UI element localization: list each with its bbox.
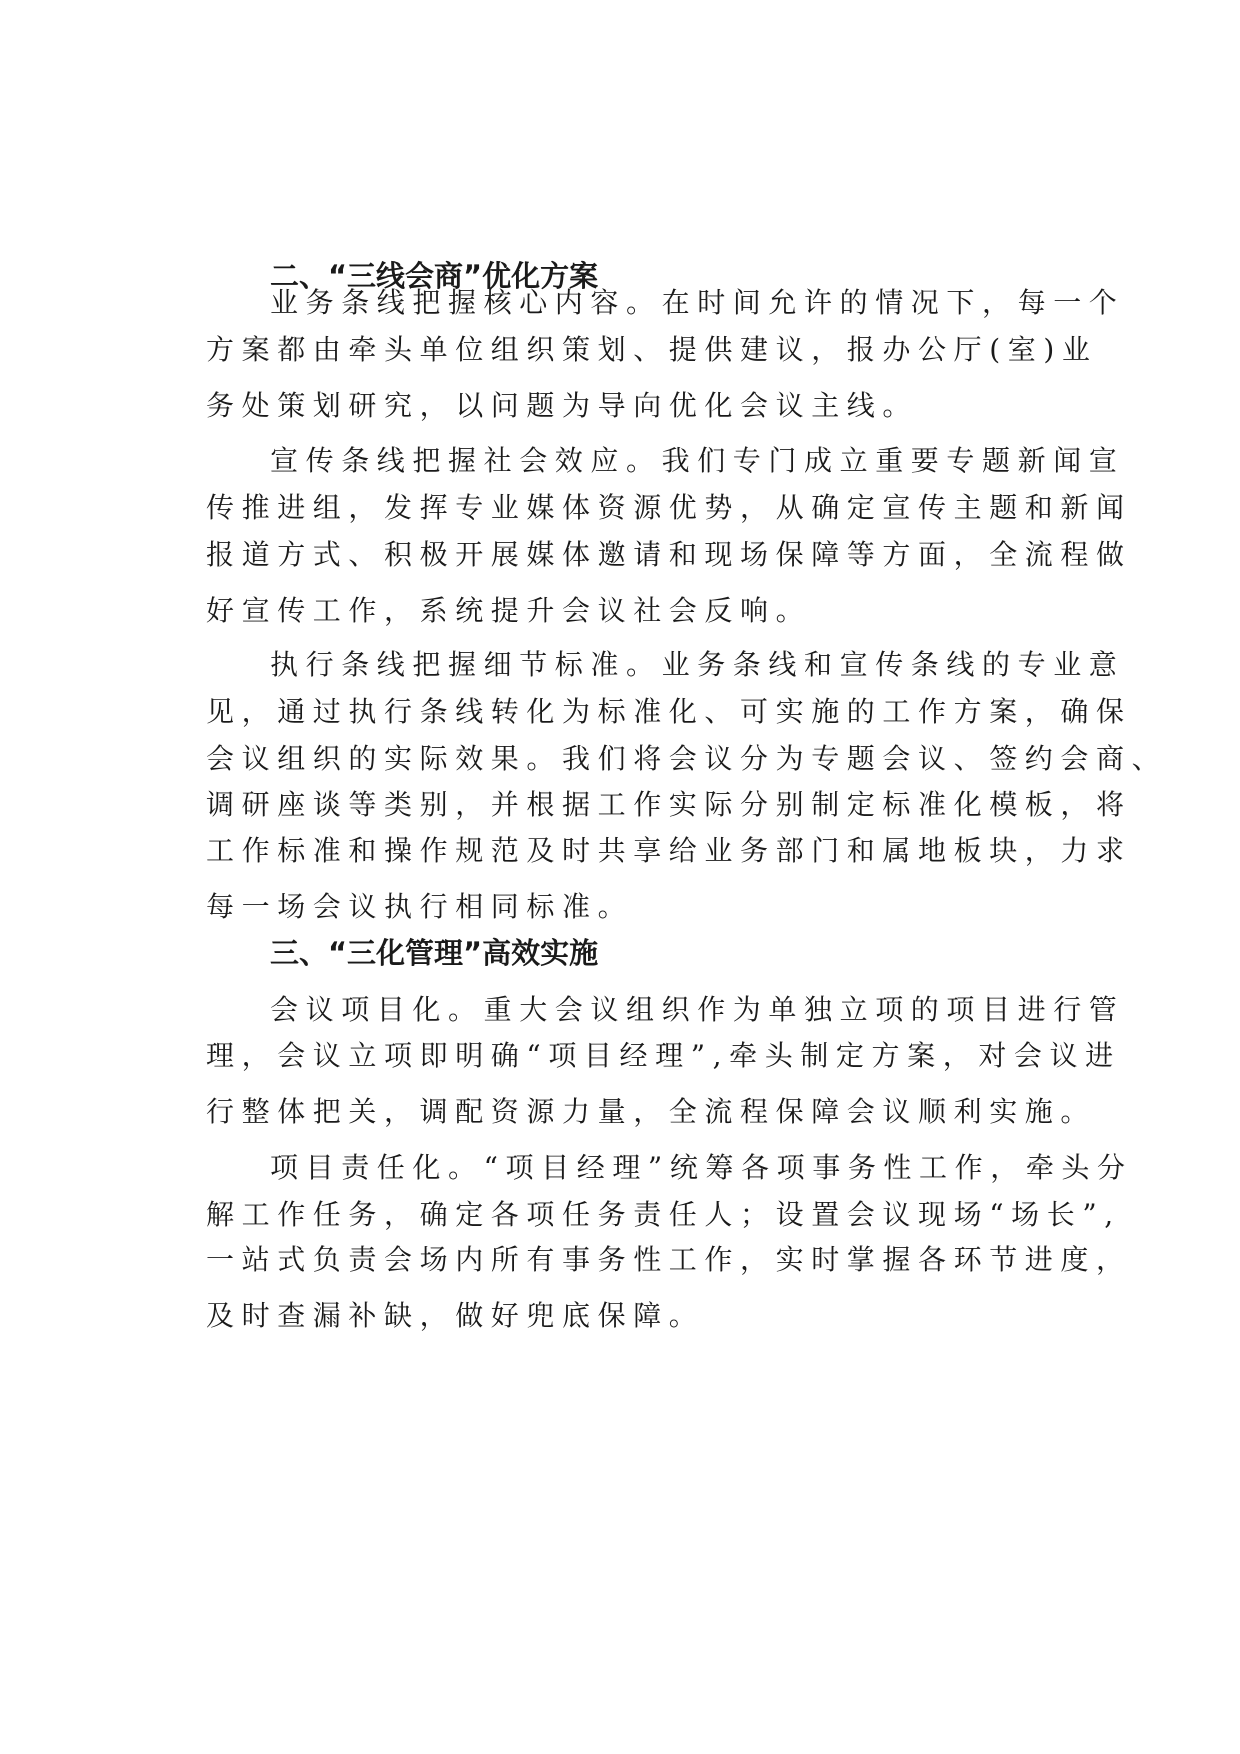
paragraph-line: 好宣传工作，系统提升会议社会反响。 (206, 594, 812, 627)
paragraph-line: 解工作任务，确定各项任务责任人；设置会议现场“场长”, (206, 1198, 1121, 1231)
paragraph-line: 务处策划研究，以问题为导向优化会议主线。 (206, 389, 919, 422)
paragraph-line: 工作标准和操作规范及时共享给业务部门和属地板块，力求 (206, 834, 1132, 867)
paragraph-line: 行整体把关，调配资源力量，全流程保障会议顺利实施。 (206, 1095, 1097, 1128)
paragraph-line: 传推进组，发挥专业媒体资源优势，从确定宣传主题和新闻 (206, 491, 1132, 524)
paragraph-line: 理，会议立项即明确“项目经理”,牵头制定方案，对会议进 (206, 1039, 1121, 1072)
paragraph-line: 见，通过执行条线转化为标准化、可实施的工作方案，确保 (206, 695, 1132, 728)
paragraph-line: 宣传条线把握社会效应。我们专门成立重要专题新闻宣 (270, 444, 1125, 477)
section-heading-3: 三、“三化管理”高效实施 (270, 936, 599, 970)
paragraph-line: 会议项目化。重大会议组织作为单独立项的项目进行管 (270, 993, 1125, 1026)
paragraph-line: 执行条线把握细节标准。业务条线和宣传条线的专业意 (270, 648, 1125, 681)
paragraph-line: 调研座谈等类别，并根据工作实际分别制定标准化模板，将 (206, 788, 1132, 821)
paragraph-line: 一站式负责会场内所有事务性工作，实时掌握各环节进度， (206, 1243, 1132, 1276)
paragraph-line: 报道方式、积极开展媒体邀请和现场保障等方面，全流程做 (206, 538, 1132, 571)
paragraph-line: 每一场会议执行相同标准。 (206, 890, 634, 923)
section-heading-2: 二、“三线会商”优化方案 (270, 259, 599, 293)
paragraph-line: 会议组织的实际效果。我们将会议分为专题会议、签约会商、 (206, 742, 1168, 775)
paragraph-line: 及时查漏补缺，做好兜底保障。 (206, 1299, 705, 1332)
paragraph-line: 项目责任化。“项目经理”统筹各项事务性工作，牵头分 (270, 1151, 1133, 1184)
paragraph-line: 方案都由牵头单位组织策划、提供建议，报办公厅(室)业 (206, 333, 1098, 366)
paragraph-line: 业务条线把握核心内容。在时间允许的情况下，每一个 (270, 286, 1125, 319)
